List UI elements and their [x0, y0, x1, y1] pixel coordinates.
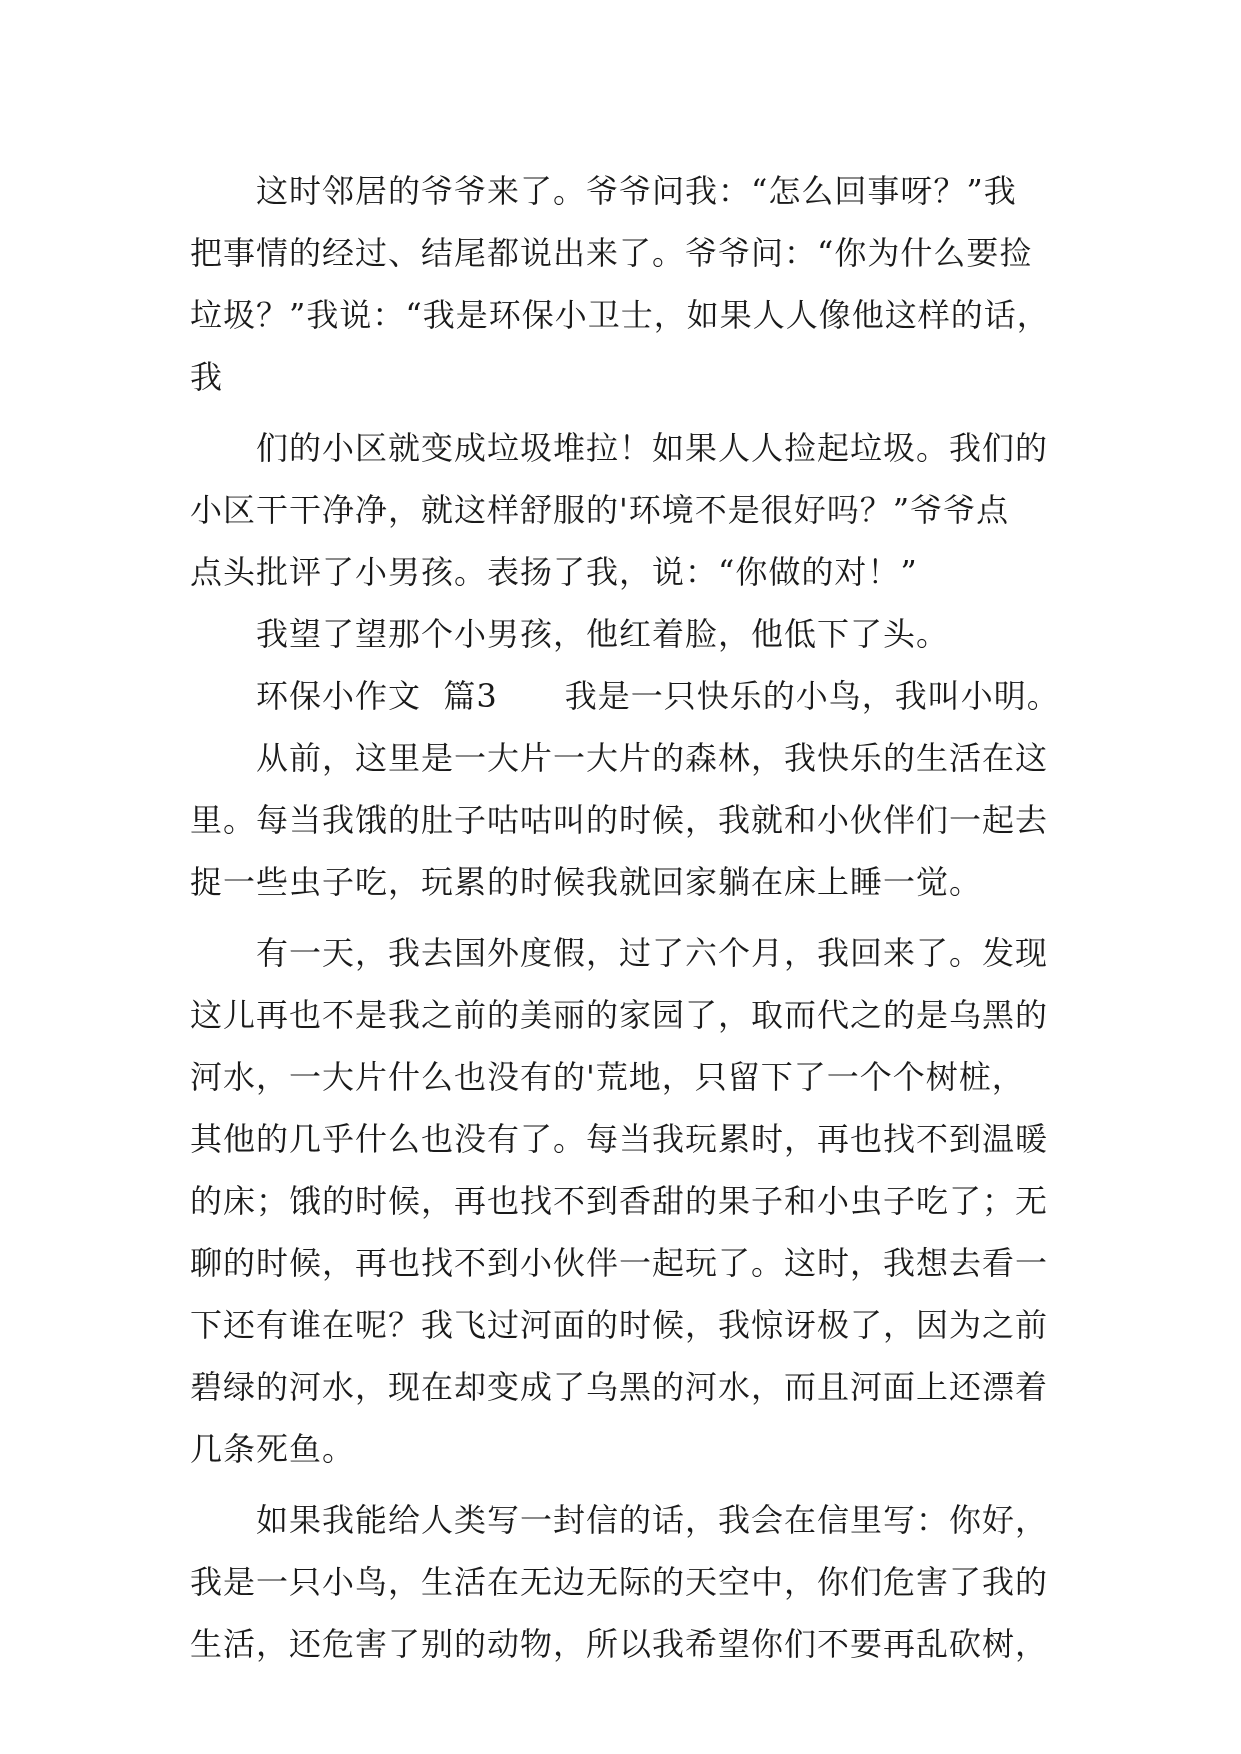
text-line: 河水，一大片什么也没有的'荒地，只留下了一个个树桩， — [190, 1058, 1025, 1096]
text-line: 有一天，我去国外度假，过了六个月，我回来了。发现 — [190, 934, 1049, 972]
text-line: 捉一些虫子吃，玩累的时候我就回家躺在床上睡一觉。 — [190, 863, 983, 901]
text-line: 垃圾？”我说：“我是环保小卫士，如果人人像他这样的话， — [190, 296, 1050, 334]
essay-text — [190, 160, 1070, 1675]
text-line: 里。每当我饿的肚子咕咕叫的时候，我就和小伙伴们一起去 — [190, 801, 1049, 839]
text-line: 如果我能给人类写一封信的话，我会在信里写：你好， — [190, 1501, 1049, 1539]
text-line: 这时邻居的爷爷来了。爷爷问我：“怎么回事呀？”我 — [190, 172, 1017, 210]
text-line: 碧绿的河水，现在却变成了乌黑的河水，而且河面上还漂着 — [190, 1368, 1049, 1406]
text-line: 的床；饿的时候，再也找不到香甜的果子和小虫子吃了；无 — [190, 1182, 1049, 1220]
text-line: 小区干干净净，就这样舒服的'环境不是很好吗？”爷爷点 — [190, 491, 1010, 529]
text-line: 从前，这里是一大片一大片的森林，我快乐的生活在这 — [190, 739, 1049, 777]
text-line: 下还有谁在呢？我飞过河面的时候，我惊讶极了，因为之前 — [190, 1306, 1049, 1344]
text-line: 我望了望那个小男孩，他红着脸，他低下了头。 — [190, 615, 950, 653]
text-line: 把事情的经过、结尾都说出来了。爷爷问：“你为什么要捡 — [190, 234, 1033, 272]
text-line: 我 — [190, 358, 224, 396]
text-line: 几条死鱼。 — [190, 1430, 356, 1468]
text-line: 们的小区就变成垃圾堆拉！如果人人捡起垃圾。我们的 — [190, 429, 1049, 467]
text-line: 其他的几乎什么也没有了。每当我玩累时，再也找不到温暖 — [190, 1120, 1049, 1158]
text-line: 点头批评了小男孩。表扬了我，说：“你做的对！” — [190, 553, 918, 591]
text-line: 生活，还危害了别的动物，所以我希望你们不要再乱砍树， — [190, 1625, 1049, 1663]
text-line: 这儿再也不是我之前的美丽的家园了，取而代之的是乌黑的 — [190, 996, 1049, 1034]
section-heading-line: 环保小作文 篇3 我是一只快乐的小鸟，我叫小明。 — [190, 677, 1060, 715]
text-line: 聊的时候，再也找不到小伙伴一起玩了。这时，我想去看一 — [190, 1244, 1049, 1282]
text-line: 我是一只小鸟，生活在无边无际的天空中，你们危害了我的 — [190, 1563, 1049, 1601]
